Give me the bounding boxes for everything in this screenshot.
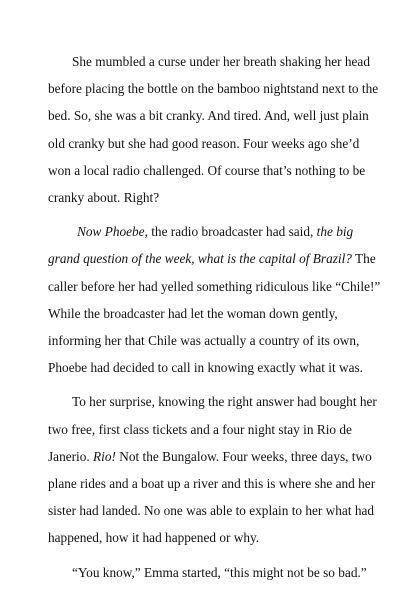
text-run: “You know,” Emma started, “this might not be so bad.”	[72, 564, 367, 580]
text-run-italic: Now Phoebe,	[77, 224, 148, 240]
text-run-italic: the big grand question of the week, what is the capital of Brazil?	[48, 224, 354, 267]
text-run: Not the Bungalow. Four weeks, three days, two plane rides and a boat up a river and this is where she and her sister had landed. No one was able to explain to her what had happened, how it had happened or why.	[48, 448, 376, 546]
document-page	[48, 48, 384, 593]
paragraph	[48, 559, 384, 586]
text-run: The caller before her had yelled something ridiculous like “Chile!” While the broadcaster had let the woman down gently, informing her that Chile was actually a country of its own, Phoebe had decided to call in knowing exactly what it was.	[48, 251, 381, 376]
text-run: the radio broadcaster had said,	[147, 224, 317, 240]
text-run: She mumbled a curse under her breath shaking her head before placing the bottle on the bamboo nightstand next to the bed. So, she was a bit cranky. And tired. And, well just plain old cranky but she had good reason. Four weeks ago she’d won a local radio challenged. Of course that’s nothing to be cranky about. Right?	[48, 54, 379, 206]
paragraph	[48, 48, 384, 211]
text-run-italic: Rio!	[93, 448, 116, 464]
text-run: To her surprise, knowing the right answer had bought her two free, first class tickets and a four night stay in Rio de Janerio.	[48, 394, 377, 464]
paragraph	[48, 218, 384, 381]
paragraph	[48, 388, 384, 551]
